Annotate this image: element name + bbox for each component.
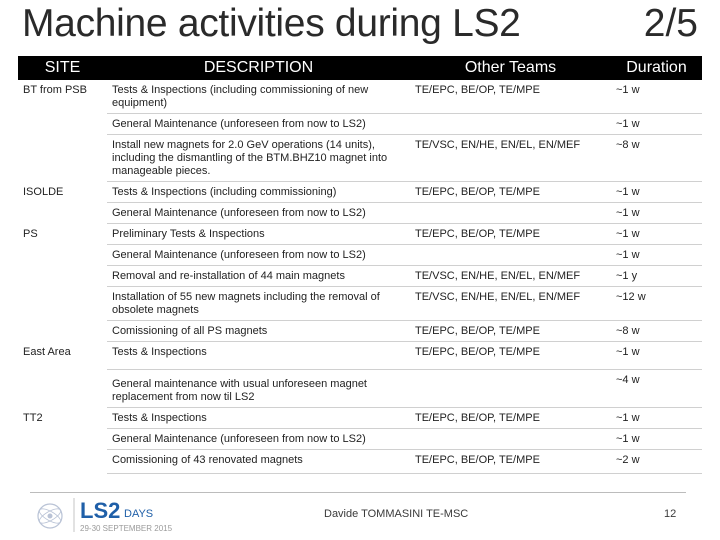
footer-author: Davide TOMMASINI TE-MSC (324, 508, 469, 520)
footer-page-number: 12 (664, 508, 677, 520)
duration-cell: ~1 w (611, 342, 702, 370)
description-cell: Installation of 55 new magnets including the removal of obsolete magnets (107, 287, 410, 321)
table-row (18, 450, 702, 474)
description-cell: Preliminary Tests & Inspections (107, 224, 410, 245)
duration-cell: ~1 w (611, 182, 702, 203)
site-cell (18, 321, 107, 342)
teams-cell (410, 203, 611, 224)
description-cell: Comissioning of all PS magnets (107, 321, 410, 342)
header-other-teams: Other Teams (410, 56, 611, 80)
cern-emblem-icon (37, 504, 62, 528)
duration-cell: ~1 y (611, 266, 702, 287)
duration-cell: ~4 w (611, 370, 702, 408)
teams-cell: TE/VSC, EN/HE, EN/EL, EN/MEF (410, 266, 611, 287)
description-cell: Comissioning of 43 renovated magnets (107, 450, 410, 474)
description-cell: General Maintenance (unforeseen from now to LS2) (107, 203, 410, 224)
teams-cell (410, 245, 611, 266)
description-cell: Tests & Inspections (107, 408, 410, 429)
description-cell: General Maintenance (unforeseen from now to LS2) (107, 429, 410, 450)
logo-subtext: DAYS (124, 508, 154, 520)
duration-cell: ~1 w (611, 114, 702, 135)
table-row (18, 266, 702, 287)
teams-cell (410, 429, 611, 450)
site-cell (18, 203, 107, 224)
site-cell: PS (23, 227, 38, 240)
duration-cell: ~8 w (611, 135, 702, 182)
logo-text: LS2 (80, 498, 121, 523)
description-cell: General Maintenance (unforeseen from now to LS2) (107, 114, 410, 135)
header-duration: Duration (611, 56, 702, 80)
slide-title: Machine activities during LS2 (22, 2, 521, 45)
teams-cell: TE/EPC, BE/OP, TE/MPE (410, 182, 611, 203)
description-cell: Install new magnets for 2.0 GeV operations (14 units), including the dismantling of the BTM.BHZ10 magnet into manageable pieces. (107, 135, 410, 182)
site-cell: TT2 (23, 411, 43, 424)
teams-cell: TE/EPC, BE/OP, TE/MPE (410, 342, 611, 370)
ls2-days-logo (34, 494, 194, 534)
site-cell (18, 114, 107, 135)
teams-cell: TE/EPC, BE/OP, TE/MPE (410, 408, 611, 429)
page-indicator: 2/5 (643, 2, 698, 45)
description-cell: Tests & Inspections (including commissioning of new equipment) (107, 80, 410, 114)
teams-cell: TE/EPC, BE/OP, TE/MPE (410, 321, 611, 342)
site-cell (18, 370, 107, 408)
table-row (18, 245, 702, 266)
site-cell (18, 135, 107, 182)
site-cell (18, 287, 107, 321)
duration-cell: ~2 w (611, 450, 702, 474)
table-row (18, 342, 702, 370)
table-row (18, 370, 702, 408)
table-row (18, 321, 702, 342)
description-cell: Removal and re-installation of 44 main magnets (107, 266, 410, 287)
teams-cell: TE/EPC, BE/OP, TE/MPE (410, 450, 611, 474)
site-cell (18, 450, 107, 474)
table-row (18, 114, 702, 135)
site-cell: ISOLDE (23, 185, 64, 198)
site-cell (18, 429, 107, 450)
site-cell (18, 266, 107, 287)
duration-cell: ~1 w (611, 203, 702, 224)
description-cell: Tests & Inspections (including commissioning) (107, 182, 410, 203)
teams-cell: TE/EPC, BE/OP, TE/MPE (410, 224, 611, 245)
table-row (18, 203, 702, 224)
duration-cell: ~1 w (611, 245, 702, 266)
header-site: SITE (18, 56, 107, 80)
duration-cell: ~1 w (611, 224, 702, 245)
site-cell: East Area (23, 345, 71, 358)
footer-divider (30, 492, 686, 493)
duration-cell: ~8 w (611, 321, 702, 342)
teams-cell (410, 370, 611, 408)
description-cell: General Maintenance (unforeseen from now to LS2) (107, 245, 410, 266)
duration-cell: ~1 w (611, 408, 702, 429)
description-cell: General maintenance with usual unforeseen magnet replacement from now til LS2 (107, 370, 410, 408)
duration-cell: ~1 w (611, 429, 702, 450)
table-row (18, 135, 702, 182)
duration-cell: ~1 w (611, 80, 702, 114)
site-cell (18, 245, 107, 266)
teams-cell: TE/VSC, EN/HE, EN/EL, EN/MEF (410, 135, 611, 182)
table-row (18, 182, 702, 203)
table-row (18, 287, 702, 321)
teams-cell: TE/EPC, BE/OP, TE/MPE (410, 80, 611, 114)
activities-table (18, 56, 702, 474)
description-cell: Tests & Inspections (107, 342, 410, 370)
table-row (18, 408, 702, 429)
site-cell: BT from PSB (23, 84, 87, 96)
table-row (18, 224, 702, 245)
logo-dates: 29-30 SEPTEMBER 2015 (80, 524, 173, 533)
table-row (18, 80, 702, 114)
duration-cell: ~12 w (611, 287, 702, 321)
table-header-row (18, 56, 702, 80)
table-row (18, 429, 702, 450)
teams-cell (410, 114, 611, 135)
teams-cell: TE/VSC, EN/HE, EN/EL, EN/MEF (410, 287, 611, 321)
header-description: DESCRIPTION (107, 56, 410, 80)
